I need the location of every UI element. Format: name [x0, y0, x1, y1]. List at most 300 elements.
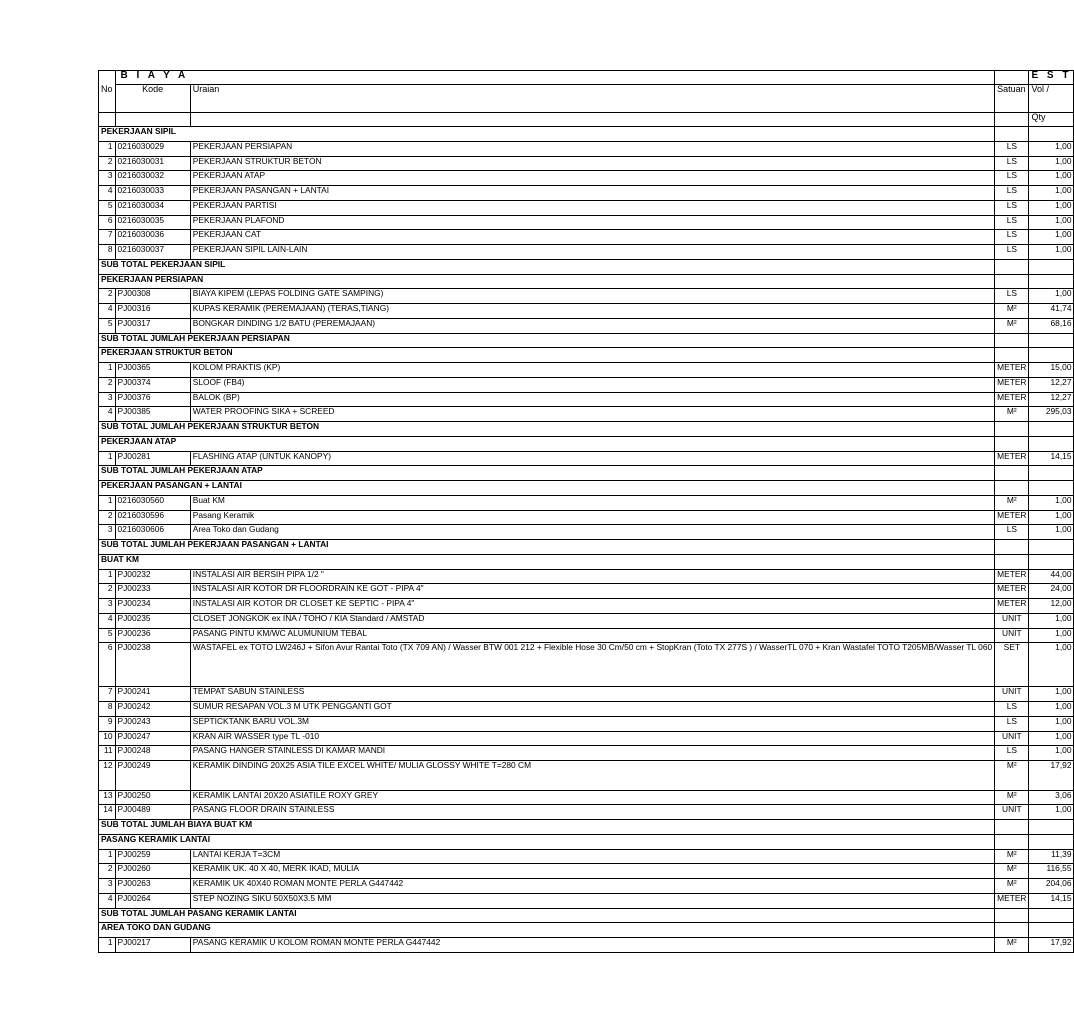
row-vol: [1029, 127, 1074, 142]
table-row: [99, 510, 1074, 525]
row-satuan: LS: [995, 230, 1029, 245]
table-row: [99, 761, 1074, 791]
row-uraian: PEKERJAAN PLAFOND: [190, 215, 994, 230]
row-kode: PJ00260: [115, 864, 190, 879]
table-row: [99, 790, 1074, 805]
row-no: 3: [99, 171, 116, 186]
row-satuan: M²: [995, 407, 1029, 422]
row-uraian: INSTALASI AIR BERSIH PIPA 1/2 ": [190, 569, 994, 584]
row-no: 5: [99, 318, 116, 333]
row-vol: 1,00: [1029, 510, 1074, 525]
table-row: [99, 849, 1074, 864]
subtotal-row: [99, 259, 1074, 274]
row-vol: 15,00: [1029, 363, 1074, 378]
row-vol: 3,06: [1029, 790, 1074, 805]
table-row: [99, 495, 1074, 510]
row-satuan: METER: [995, 893, 1029, 908]
row-no: 7: [99, 687, 116, 702]
row-no: 7: [99, 230, 116, 245]
row-no: 1: [99, 938, 116, 953]
row-uraian: WATER PROOFING SIKA + SCREED: [190, 407, 994, 422]
table-row: [99, 156, 1074, 171]
row-satuan: [995, 540, 1029, 555]
row-satuan: LS: [995, 215, 1029, 230]
row-no: 3: [99, 879, 116, 894]
section-header-row: [99, 127, 1074, 142]
row-vol: [1029, 540, 1074, 555]
row-uraian: KERAMIK UK 40X40 ROMAN MONTE PERLA G447442: [190, 879, 994, 894]
row-vol: 295,03: [1029, 407, 1074, 422]
row-uraian: SEPTICKTANK BARU VOL.3M: [190, 716, 994, 731]
col-header-vol: Vol /: [1029, 85, 1074, 113]
col-header-kode: Kode: [115, 85, 190, 113]
row-no: 3: [99, 599, 116, 614]
row-uraian: BONGKAR DINDING 1/2 BATU (PEREMAJAAN): [190, 318, 994, 333]
table-row: [99, 805, 1074, 820]
row-kode: PJ00235: [115, 613, 190, 628]
row-vol: [1029, 481, 1074, 496]
row-no: 2: [99, 156, 116, 171]
row-vol: [1029, 348, 1074, 363]
row-no: 3: [99, 392, 116, 407]
row-satuan: [995, 908, 1029, 923]
row-uraian: PASANG PINTU KM/WC ALUMUNIUM TEBAL: [190, 628, 994, 643]
row-vol: 12,00: [1029, 599, 1074, 614]
row-kode: PJ00247: [115, 731, 190, 746]
table-row: [99, 451, 1074, 466]
row-vol: [1029, 333, 1074, 348]
row-vol: [1029, 908, 1074, 923]
row-kode: PJ00238: [115, 643, 190, 687]
section-title: PEKERJAAN STRUKTUR BETON: [99, 348, 995, 363]
header-row-qty: [99, 113, 1074, 127]
row-no: 1: [99, 363, 116, 378]
row-satuan: SET: [995, 643, 1029, 687]
row-vol: 17,92: [1029, 761, 1074, 791]
row-satuan: LS: [995, 186, 1029, 201]
row-kode: 0216030034: [115, 200, 190, 215]
row-uraian: BIAYA KIPEM (LEPAS FOLDING GATE SAMPING): [190, 289, 994, 304]
table-row: [99, 200, 1074, 215]
row-no: 4: [99, 304, 116, 319]
est-title: E S T: [1029, 71, 1074, 85]
row-vol: 1,00: [1029, 215, 1074, 230]
row-kode: PJ00233: [115, 584, 190, 599]
row-uraian: KUPAS KERAMIK (PEREMAJAAN) (TERAS,TIANG): [190, 304, 994, 319]
section-title: PEKERJAAN SIPIL: [99, 127, 995, 142]
row-vol: 1,00: [1029, 731, 1074, 746]
row-satuan: [995, 274, 1029, 289]
biaya-title: B I A Y A: [115, 71, 190, 85]
row-satuan: [995, 554, 1029, 569]
row-kode: PJ00316: [115, 304, 190, 319]
row-no: 2: [99, 584, 116, 599]
table-row: [99, 687, 1074, 702]
row-vol: 1,00: [1029, 186, 1074, 201]
row-uraian: BALOK (BP): [190, 392, 994, 407]
row-uraian: KRAN AIR WASSER type TL -010: [190, 731, 994, 746]
section-title: AREA TOKO DAN GUDANG: [99, 923, 995, 938]
row-vol: [1029, 422, 1074, 437]
row-no: 6: [99, 643, 116, 687]
row-vol: 68,16: [1029, 318, 1074, 333]
row-kode: PJ00385: [115, 407, 190, 422]
header-cell-blank: [995, 113, 1029, 127]
row-vol: [1029, 259, 1074, 274]
row-kode: PJ00376: [115, 392, 190, 407]
row-kode: PJ00374: [115, 377, 190, 392]
header-cell-blank: [99, 71, 116, 85]
row-no: 4: [99, 186, 116, 201]
row-satuan: UNIT: [995, 613, 1029, 628]
table-row: [99, 599, 1074, 614]
row-kode: 0216030035: [115, 215, 190, 230]
row-satuan: [995, 127, 1029, 142]
row-uraian: KERAMIK LANTAI 20X20 ASIATILE ROXY GREY: [190, 790, 994, 805]
table-row: [99, 731, 1074, 746]
row-vol: 1,00: [1029, 702, 1074, 717]
row-uraian: INSTALASI AIR KOTOR DR FLOORDRAIN KE GOT - PIPA 4": [190, 584, 994, 599]
table-row: [99, 363, 1074, 378]
row-kode: PJ00264: [115, 893, 190, 908]
row-satuan: METER: [995, 584, 1029, 599]
subtotal-row: [99, 466, 1074, 481]
row-vol: 1,00: [1029, 628, 1074, 643]
row-uraian: KERAMIK UK. 40 X 40, MERK IKAD, MULIA: [190, 864, 994, 879]
row-no: 8: [99, 245, 116, 260]
row-satuan: UNIT: [995, 628, 1029, 643]
row-vol: [1029, 834, 1074, 849]
row-satuan: LS: [995, 141, 1029, 156]
row-uraian: KERAMIK DINDING 20X25 ASIA TILE EXCEL WHITE/ MULIA GLOSSY WHITE T=280 CM: [190, 761, 994, 791]
row-satuan: M²: [995, 761, 1029, 791]
row-kode: PJ00249: [115, 761, 190, 791]
row-satuan: LS: [995, 746, 1029, 761]
row-uraian: SLOOF (FB4): [190, 377, 994, 392]
row-kode: PJ00365: [115, 363, 190, 378]
table-row: [99, 392, 1074, 407]
row-vol: 1,00: [1029, 716, 1074, 731]
header-row-columns: [99, 85, 1074, 113]
table-row: [99, 938, 1074, 953]
table-row: [99, 716, 1074, 731]
section-header-row: [99, 554, 1074, 569]
header-cell-blank: [995, 71, 1029, 85]
row-vol: [1029, 820, 1074, 835]
row-uraian: Buat KM: [190, 495, 994, 510]
row-vol: 1,00: [1029, 643, 1074, 687]
row-satuan: METER: [995, 510, 1029, 525]
row-kode: PJ00281: [115, 451, 190, 466]
row-uraian: INSTALASI AIR KOTOR DR CLOSET KE SEPTIC - PIPA 4": [190, 599, 994, 614]
row-satuan: [995, 348, 1029, 363]
row-uraian: PEKERJAAN STRUKTUR BETON: [190, 156, 994, 171]
subtotal-row: [99, 820, 1074, 835]
table-row: [99, 171, 1074, 186]
row-uraian: PEKERJAAN ATAP: [190, 171, 994, 186]
row-no: 4: [99, 893, 116, 908]
row-satuan: UNIT: [995, 687, 1029, 702]
row-satuan: LS: [995, 245, 1029, 260]
row-vol: 14,15: [1029, 451, 1074, 466]
row-uraian: PASANG FLOOR DRAIN STAINLESS: [190, 805, 994, 820]
col-header-uraian: Uraian: [190, 85, 994, 113]
row-kode: PJ00217: [115, 938, 190, 953]
row-kode: 0216030560: [115, 495, 190, 510]
table-row: [99, 569, 1074, 584]
row-satuan: LS: [995, 156, 1029, 171]
row-vol: 1,00: [1029, 289, 1074, 304]
table-row: [99, 893, 1074, 908]
row-kode: PJ00489: [115, 805, 190, 820]
subtotal-label: SUB TOTAL JUMLAH PEKERJAAN ATAP: [99, 466, 995, 481]
table-row: [99, 613, 1074, 628]
row-no: 2: [99, 864, 116, 879]
row-vol: [1029, 554, 1074, 569]
row-satuan: METER: [995, 569, 1029, 584]
section-header-row: [99, 923, 1074, 938]
row-no: 3: [99, 525, 116, 540]
row-no: 9: [99, 716, 116, 731]
table-row: [99, 702, 1074, 717]
row-no: 6: [99, 215, 116, 230]
row-satuan: [995, 834, 1029, 849]
row-satuan: LS: [995, 525, 1029, 540]
row-satuan: [995, 436, 1029, 451]
row-no: 4: [99, 613, 116, 628]
row-vol: [1029, 466, 1074, 481]
row-uraian: Area Toko dan Gudang: [190, 525, 994, 540]
row-no: 2: [99, 289, 116, 304]
table-row: [99, 304, 1074, 319]
section-title: PEKERJAAN PERSIAPAN: [99, 274, 995, 289]
row-kode: 0216030037: [115, 245, 190, 260]
row-kode: PJ00317: [115, 318, 190, 333]
row-no: 2: [99, 377, 116, 392]
row-kode: PJ00250: [115, 790, 190, 805]
row-uraian: LANTAI KERJA T=3CM: [190, 849, 994, 864]
row-satuan: M²: [995, 495, 1029, 510]
row-vol: 204,06: [1029, 879, 1074, 894]
row-vol: [1029, 274, 1074, 289]
row-no: 1: [99, 569, 116, 584]
subtotal-label: SUB TOTAL JUMLAH BIAYA BUAT KM: [99, 820, 995, 835]
row-satuan: METER: [995, 377, 1029, 392]
header-cell-blank: [190, 71, 994, 85]
table-row: [99, 245, 1074, 260]
row-satuan: METER: [995, 451, 1029, 466]
row-uraian: Pasang Keramik: [190, 510, 994, 525]
row-uraian: CLOSET JONGKOK ex INA / TOHO / KIA Standard / AMSTAD: [190, 613, 994, 628]
row-vol: 11,39: [1029, 849, 1074, 864]
table-row: [99, 377, 1074, 392]
table-row: [99, 215, 1074, 230]
row-vol: 1,00: [1029, 156, 1074, 171]
subtotal-label: SUB TOTAL JUMLAH PASANG KERAMIK LANTAI: [99, 908, 995, 923]
estimate-table: [98, 70, 1074, 953]
table-row: [99, 407, 1074, 422]
section-header-row: [99, 436, 1074, 451]
subtotal-row: [99, 908, 1074, 923]
row-satuan: [995, 481, 1029, 496]
row-uraian: WASTAFEL ex TOTO LW246J + Sifon Avur Rantai Toto (TX 709 AN) / Wasser BTW 001 212 + Flexible Hose 30 Cm/50 cm + StopKran (Toto TX 277S ) / WasserTL 070 + Kran Wastafel TOTO T205MB/Wasser TL 060: [190, 643, 994, 687]
table-row: [99, 186, 1074, 201]
row-satuan: M²: [995, 864, 1029, 879]
row-kode: 0216030606: [115, 525, 190, 540]
row-kode: PJ00259: [115, 849, 190, 864]
header-cell-blank: [115, 113, 190, 127]
header-row-title: [99, 71, 1074, 85]
row-no: 8: [99, 702, 116, 717]
row-satuan: [995, 820, 1029, 835]
row-kode: PJ00242: [115, 702, 190, 717]
row-kode: 0216030036: [115, 230, 190, 245]
row-kode: PJ00236: [115, 628, 190, 643]
col-header-satuan: Satuan: [995, 85, 1029, 113]
row-kode: PJ00263: [115, 879, 190, 894]
row-no: 11: [99, 746, 116, 761]
row-satuan: [995, 923, 1029, 938]
row-satuan: LS: [995, 702, 1029, 717]
row-no: 4: [99, 407, 116, 422]
row-kode: 0216030033: [115, 186, 190, 201]
subtotal-label: SUB TOTAL PEKERJAAN SIPIL: [99, 259, 995, 274]
row-satuan: M²: [995, 849, 1029, 864]
subtotal-row: [99, 333, 1074, 348]
row-satuan: [995, 259, 1029, 274]
header-cell-blank: [99, 113, 116, 127]
row-no: 13: [99, 790, 116, 805]
row-vol: 1,00: [1029, 141, 1074, 156]
subtotal-label: SUB TOTAL JUMLAH PEKERJAAN STRUKTUR BETON: [99, 422, 995, 437]
row-uraian: PEKERJAAN CAT: [190, 230, 994, 245]
table-row: [99, 628, 1074, 643]
row-satuan: UNIT: [995, 731, 1029, 746]
row-no: 1: [99, 849, 116, 864]
row-satuan: [995, 422, 1029, 437]
row-kode: 0216030032: [115, 171, 190, 186]
row-kode: PJ00234: [115, 599, 190, 614]
row-satuan: METER: [995, 363, 1029, 378]
row-vol: 17,92: [1029, 938, 1074, 953]
table-row: [99, 289, 1074, 304]
row-uraian: PASANG KERAMIK U KOLOM ROMAN MONTE PERLA G447442: [190, 938, 994, 953]
table-row: [99, 879, 1074, 894]
section-header-row: [99, 274, 1074, 289]
row-satuan: METER: [995, 392, 1029, 407]
row-uraian: PEKERJAAN PERSIAPAN: [190, 141, 994, 156]
section-header-row: [99, 348, 1074, 363]
section-header-row: [99, 481, 1074, 496]
row-uraian: KOLOM PRAKTIS (KP): [190, 363, 994, 378]
row-satuan: UNIT: [995, 805, 1029, 820]
section-title: PASANG KERAMIK LANTAI: [99, 834, 995, 849]
row-satuan: [995, 333, 1029, 348]
row-vol: 1,00: [1029, 613, 1074, 628]
row-satuan: METER: [995, 599, 1029, 614]
row-kode: PJ00248: [115, 746, 190, 761]
section-header-row: [99, 834, 1074, 849]
table-row: [99, 318, 1074, 333]
row-no: 5: [99, 200, 116, 215]
row-satuan: [995, 466, 1029, 481]
col-header-no: No: [99, 85, 116, 113]
row-kode: PJ00241: [115, 687, 190, 702]
row-kode: PJ00308: [115, 289, 190, 304]
row-kode: PJ00232: [115, 569, 190, 584]
header-cell-blank: [190, 113, 994, 127]
row-uraian: PEKERJAAN PARTISI: [190, 200, 994, 215]
row-vol: 1,00: [1029, 746, 1074, 761]
row-vol: 1,00: [1029, 687, 1074, 702]
row-vol: 1,00: [1029, 200, 1074, 215]
subtotal-label: SUB TOTAL JUMLAH PEKERJAAN PASANGAN + LANTAI: [99, 540, 995, 555]
row-uraian: TEMPAT SABUN STAINLESS: [190, 687, 994, 702]
col-header-qty: Qty: [1029, 113, 1074, 127]
row-vol: [1029, 923, 1074, 938]
row-satuan: LS: [995, 289, 1029, 304]
row-vol: 1,00: [1029, 805, 1074, 820]
row-no: 1: [99, 451, 116, 466]
row-satuan: M²: [995, 790, 1029, 805]
subtotal-row: [99, 540, 1074, 555]
row-vol: 1,00: [1029, 245, 1074, 260]
row-vol: 1,00: [1029, 525, 1074, 540]
row-satuan: LS: [995, 716, 1029, 731]
row-vol: 12,27: [1029, 377, 1074, 392]
row-kode: 0216030596: [115, 510, 190, 525]
row-uraian: SUMUR RESAPAN VOL.3 M UTK PENGGANTI GOT: [190, 702, 994, 717]
row-vol: 1,00: [1029, 495, 1074, 510]
row-vol: 1,00: [1029, 230, 1074, 245]
table-row: [99, 643, 1074, 687]
row-satuan: M²: [995, 879, 1029, 894]
row-uraian: FLASHING ATAP (UNTUK KANOPY): [190, 451, 994, 466]
row-no: 2: [99, 510, 116, 525]
row-kode: 0216030029: [115, 141, 190, 156]
row-vol: 116,55: [1029, 864, 1074, 879]
row-vol: 14,15: [1029, 893, 1074, 908]
section-title: PEKERJAAN ATAP: [99, 436, 995, 451]
section-title: PEKERJAAN PASANGAN + LANTAI: [99, 481, 995, 496]
row-no: 5: [99, 628, 116, 643]
row-no: 10: [99, 731, 116, 746]
subtotal-row: [99, 422, 1074, 437]
row-vol: 1,00: [1029, 171, 1074, 186]
row-no: 1: [99, 495, 116, 510]
table-row: [99, 746, 1074, 761]
row-vol: 41,74: [1029, 304, 1074, 319]
row-uraian: PASANG HANGER STAINLESS DI KAMAR MANDI: [190, 746, 994, 761]
row-uraian: PEKERJAAN SIPIL LAIN-LAIN: [190, 245, 994, 260]
row-vol: [1029, 436, 1074, 451]
row-satuan: M²: [995, 938, 1029, 953]
table-row: [99, 864, 1074, 879]
table-row: [99, 525, 1074, 540]
row-no: 1: [99, 141, 116, 156]
row-vol: 44,00: [1029, 569, 1074, 584]
row-uraian: STEP NOZING SIKU 50X50X3.5 MM: [190, 893, 994, 908]
row-kode: 0216030031: [115, 156, 190, 171]
table-row: [99, 141, 1074, 156]
row-satuan: LS: [995, 200, 1029, 215]
row-vol: 12,27: [1029, 392, 1074, 407]
table-row: [99, 230, 1074, 245]
row-no: 14: [99, 805, 116, 820]
row-satuan: M²: [995, 304, 1029, 319]
section-title: BUAT KM: [99, 554, 995, 569]
row-satuan: M²: [995, 318, 1029, 333]
